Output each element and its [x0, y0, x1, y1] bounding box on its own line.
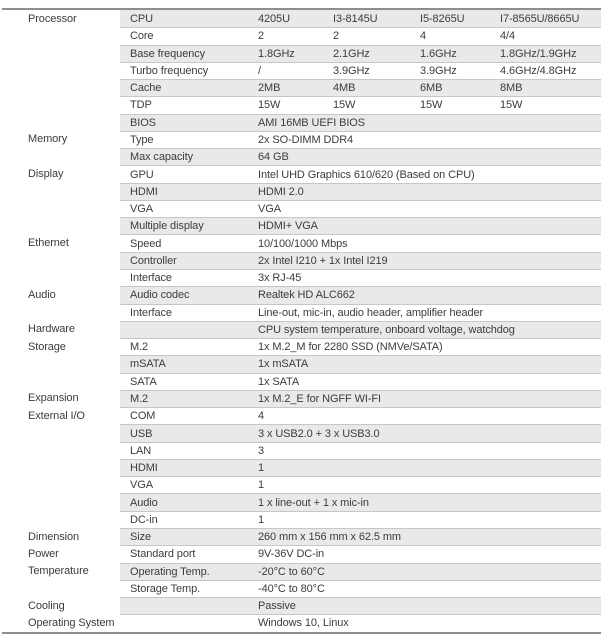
spec-label: mSATA	[130, 358, 166, 371]
spec-value: I3-8145U	[333, 12, 378, 25]
spec-row-band	[120, 148, 601, 165]
category-label	[2, 355, 120, 372]
spec-row-band	[120, 27, 601, 44]
spec-row-band	[120, 476, 601, 493]
category-label	[2, 493, 120, 510]
spec-row-band	[120, 597, 601, 614]
spec-label: Storage Temp.	[130, 582, 201, 595]
spec-row	[2, 114, 601, 131]
spec-label: Base frequency	[130, 47, 206, 60]
spec-values	[258, 238, 601, 250]
spec-values	[258, 376, 601, 388]
spec-values	[258, 307, 601, 319]
spec-row	[2, 165, 601, 182]
spec-value: 1	[258, 462, 265, 475]
spec-value: 2x SO-DIMM DDR4	[258, 133, 354, 146]
spec-row	[2, 45, 601, 62]
spec-row-band	[120, 528, 601, 545]
spec-label: Cache	[130, 82, 162, 95]
spec-row	[2, 528, 601, 545]
spec-row-band	[120, 321, 601, 338]
spec-label: Speed	[130, 237, 162, 250]
spec-row-band	[120, 234, 601, 251]
spec-value: 8MB	[500, 82, 523, 95]
spec-row-band	[120, 165, 601, 182]
spec-row	[2, 407, 601, 424]
spec-label: M.2	[130, 341, 149, 354]
spec-values	[258, 393, 601, 405]
spec-values	[258, 30, 601, 42]
spec-value: HDMI+ VGA	[258, 220, 318, 233]
category-label: Storage	[28, 340, 66, 353]
spec-row-band	[120, 286, 601, 303]
spec-values	[258, 566, 601, 578]
spec-value: 15W	[333, 99, 356, 112]
spec-value: 4	[258, 410, 265, 423]
spec-row	[2, 217, 601, 234]
spec-row	[2, 614, 601, 631]
category-label: External I/O	[28, 409, 85, 422]
spec-value: Intel UHD Graphics 610/620 (Based on CPU)	[258, 168, 475, 181]
spec-row	[2, 459, 601, 476]
spec-label: DC-in	[130, 513, 158, 526]
spec-value: 2MB	[258, 82, 281, 95]
spec-row	[2, 338, 601, 355]
spec-values	[258, 65, 601, 77]
spec-row-band	[120, 96, 601, 113]
spec-row	[2, 580, 601, 597]
category-label: Hardware	[28, 323, 75, 336]
spec-row	[2, 148, 601, 165]
category-label	[2, 200, 120, 217]
spec-values	[258, 341, 601, 353]
spec-values	[258, 462, 601, 474]
spec-table	[2, 8, 601, 634]
spec-value: I5-8265U	[420, 12, 465, 25]
spec-row-band	[120, 131, 601, 148]
spec-row-band	[120, 252, 601, 269]
spec-row-band	[120, 373, 601, 390]
spec-row-band	[120, 614, 601, 631]
spec-value: Windows 10, Linux	[258, 617, 349, 630]
category-label	[2, 148, 120, 165]
spec-value: 4/4	[500, 30, 515, 43]
spec-value: CPU system temperature, onboard voltage, watchdog	[258, 323, 515, 336]
spec-value: 1	[258, 513, 265, 526]
category-label	[2, 27, 120, 44]
spec-row	[2, 200, 601, 217]
spec-values	[258, 13, 601, 25]
category-label: Dimension	[28, 530, 80, 543]
spec-row-band	[120, 493, 601, 510]
spec-value: 3 x USB2.0 + 3 x USB3.0	[258, 427, 380, 440]
category-label	[2, 424, 120, 441]
spec-values	[258, 445, 601, 457]
spec-label: Audio codec	[130, 289, 190, 302]
spec-values	[258, 151, 601, 163]
spec-row-band	[120, 10, 601, 27]
spec-value: 4205U	[258, 12, 290, 25]
spec-values	[258, 617, 601, 629]
category-label: Audio	[28, 288, 56, 301]
spec-label: BIOS	[130, 116, 156, 129]
category-label	[2, 511, 120, 528]
spec-values	[258, 82, 601, 94]
spec-values	[258, 410, 601, 422]
category-label: Operating System	[28, 616, 115, 629]
spec-value: HDMI 2.0	[258, 185, 304, 198]
spec-row-band	[120, 563, 601, 580]
spec-value: 4	[420, 30, 427, 43]
spec-row	[2, 597, 601, 614]
spec-value: 2	[333, 30, 340, 43]
spec-row	[2, 424, 601, 441]
spec-row-band	[120, 217, 601, 234]
spec-value: 10/100/1000 Mbps	[258, 237, 348, 250]
spec-row-band	[120, 79, 601, 96]
spec-row	[2, 390, 601, 407]
spec-value: 1	[258, 479, 265, 492]
spec-row	[2, 355, 601, 372]
spec-value: 1.8GHz/1.9GHz	[500, 47, 577, 60]
spec-label: Turbo frequency	[130, 64, 209, 77]
spec-values	[258, 548, 601, 560]
spec-value: Realtek HD ALC662	[258, 289, 355, 302]
spec-value: 15W	[500, 99, 523, 112]
spec-label: SATA	[130, 375, 157, 388]
spec-row	[2, 373, 601, 390]
spec-value: 2	[258, 30, 265, 43]
spec-value: -20°C to 60°C	[258, 565, 325, 578]
spec-row	[2, 62, 601, 79]
spec-value: 3x RJ-45	[258, 272, 302, 285]
spec-values	[258, 600, 601, 612]
category-label	[2, 442, 120, 459]
spec-value: 2.1GHz	[333, 47, 370, 60]
spec-row-band	[120, 269, 601, 286]
category-label: Cooling	[28, 599, 65, 612]
spec-value: 260 mm x 156 mm x 62.5 mm	[258, 531, 401, 544]
spec-row-band	[120, 390, 601, 407]
spec-value: 9V-36V DC-in	[258, 548, 325, 561]
spec-row	[2, 252, 601, 269]
spec-row	[2, 442, 601, 459]
category-label	[2, 252, 120, 269]
spec-row-band	[120, 183, 601, 200]
spec-row-band	[120, 45, 601, 62]
spec-values	[258, 272, 601, 284]
category-label: Power	[28, 547, 59, 560]
spec-label: LAN	[130, 444, 152, 457]
category-label: Processor	[28, 12, 77, 25]
spec-value: 3	[258, 444, 265, 457]
spec-value: 1x SATA	[258, 375, 300, 388]
spec-value: 1x M.2_M for 2280 SSD (NMVe/SATA)	[258, 341, 443, 354]
spec-label: Size	[130, 531, 151, 544]
spec-values	[258, 358, 601, 370]
spec-label: GPU	[130, 168, 154, 181]
spec-values	[258, 255, 601, 267]
spec-row-band	[120, 338, 601, 355]
spec-label: Interface	[130, 272, 172, 285]
spec-row	[2, 286, 601, 303]
spec-values	[258, 186, 601, 198]
spec-label: Type	[130, 133, 154, 146]
spec-row	[2, 131, 601, 148]
spec-value: 15W	[258, 99, 281, 112]
spec-row	[2, 183, 601, 200]
spec-row-band	[120, 355, 601, 372]
spec-row-band	[120, 407, 601, 424]
spec-label: Core	[130, 30, 154, 43]
spec-label: Audio	[130, 496, 158, 509]
spec-row-band	[120, 200, 601, 217]
category-label	[2, 580, 120, 597]
category-label: Expansion	[28, 392, 79, 405]
spec-value: -40°C to 80°C	[258, 582, 325, 595]
spec-values	[258, 134, 601, 146]
category-label: Ethernet	[28, 237, 69, 250]
spec-value: 15W	[420, 99, 443, 112]
spec-row	[2, 269, 601, 286]
spec-label: M.2	[130, 392, 149, 405]
category-label	[2, 269, 120, 286]
category-label	[2, 459, 120, 476]
spec-row	[2, 511, 601, 528]
category-label: Temperature	[28, 565, 89, 578]
category-label	[2, 304, 120, 321]
spec-row-band	[120, 580, 601, 597]
category-label: Memory	[28, 133, 68, 146]
spec-label: TDP	[130, 99, 152, 112]
spec-value: 64 GB	[258, 151, 289, 164]
category-label: Display	[28, 168, 64, 181]
spec-row	[2, 10, 601, 27]
spec-value: 4.6GHz/4.8GHz	[500, 64, 577, 77]
spec-value: 1.8GHz	[258, 47, 295, 60]
spec-values	[258, 99, 601, 111]
spec-values	[258, 479, 601, 491]
category-label	[2, 476, 120, 493]
category-label	[2, 62, 120, 79]
spec-value: 1x mSATA	[258, 358, 309, 371]
spec-row	[2, 96, 601, 113]
spec-row-band	[120, 114, 601, 131]
spec-row-band	[120, 424, 601, 441]
spec-label: Controller	[130, 254, 177, 267]
spec-value: I7-8565U/8665U	[500, 12, 580, 25]
category-label	[2, 45, 120, 62]
spec-row-band	[120, 62, 601, 79]
spec-label: HDMI	[130, 185, 158, 198]
spec-value: VGA	[258, 203, 281, 216]
spec-row	[2, 304, 601, 321]
spec-values	[258, 48, 601, 60]
spec-row	[2, 234, 601, 251]
category-label	[2, 79, 120, 96]
spec-row-band	[120, 511, 601, 528]
spec-value: 2x Intel I210 + 1x Intel I219	[258, 254, 388, 267]
spec-row-band	[120, 545, 601, 562]
spec-label: Interface	[130, 306, 172, 319]
spec-values	[258, 514, 601, 526]
spec-label: VGA	[130, 479, 153, 492]
spec-value: /	[258, 64, 261, 77]
spec-value: 1x M.2_E for NGFF WI-FI	[258, 392, 381, 405]
spec-values	[258, 289, 601, 301]
spec-value: Line-out, mic-in, audio header, amplifier header	[258, 306, 484, 319]
spec-row	[2, 321, 601, 338]
spec-label: Operating Temp.	[130, 565, 210, 578]
spec-row	[2, 27, 601, 44]
spec-row-band	[120, 459, 601, 476]
spec-label: VGA	[130, 203, 153, 216]
spec-value: 6MB	[420, 82, 443, 95]
spec-values	[258, 220, 601, 232]
spec-row	[2, 79, 601, 96]
spec-label: CPU	[130, 12, 153, 25]
spec-row	[2, 476, 601, 493]
category-label	[2, 373, 120, 390]
spec-values	[258, 203, 601, 215]
category-label	[2, 96, 120, 113]
spec-value: 1 x line-out + 1 x mic-in	[258, 496, 369, 509]
category-label	[2, 114, 120, 131]
spec-values	[258, 117, 601, 129]
spec-label: COM	[130, 410, 156, 423]
spec-value: AMI 16MB UEFI BIOS	[258, 116, 366, 129]
spec-label: Max capacity	[130, 151, 193, 164]
spec-label: Multiple display	[130, 220, 204, 233]
spec-label: USB	[130, 427, 153, 440]
spec-label: HDMI	[130, 462, 158, 475]
category-label	[2, 217, 120, 234]
spec-label: Standard port	[130, 548, 196, 561]
spec-values	[258, 583, 601, 595]
spec-value: 3.9GHz	[420, 64, 457, 77]
spec-value: Passive	[258, 600, 296, 613]
spec-values	[258, 428, 601, 440]
spec-values	[258, 531, 601, 543]
spec-values	[258, 324, 601, 336]
spec-value: 1.6GHz	[420, 47, 457, 60]
spec-value: 3.9GHz	[333, 64, 370, 77]
spec-value: 4MB	[333, 82, 356, 95]
spec-row	[2, 545, 601, 562]
spec-row-band	[120, 442, 601, 459]
spec-values	[258, 497, 601, 509]
spec-values	[258, 169, 601, 181]
spec-row	[2, 563, 601, 580]
category-label	[2, 183, 120, 200]
spec-row-band	[120, 304, 601, 321]
spec-row	[2, 493, 601, 510]
